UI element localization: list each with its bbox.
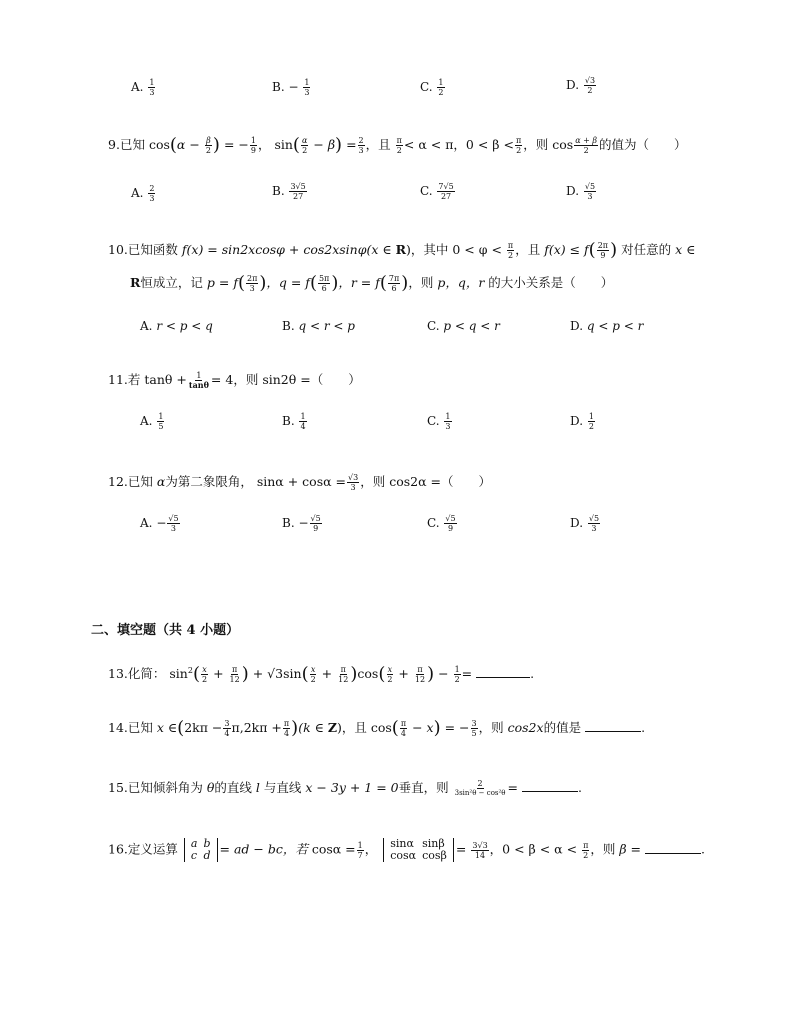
q10-option-c[interactable]: C. p < q < r	[427, 319, 500, 333]
q11-option-c[interactable]: C. $\frac{1}{3}$	[427, 412, 451, 431]
q10-option-d[interactable]: D. q < p < r	[570, 319, 644, 333]
answer-blank[interactable]	[585, 730, 641, 732]
q10-option-a[interactable]: A. r < p < q	[140, 319, 213, 333]
question-11: 11.若 tanθ + $\frac{1}{\tan\theta}$ = 4，则 sin2θ =（ ）	[108, 371, 361, 390]
section-title: 二、填空题（共 4 小题）	[91, 623, 240, 638]
fraction: $\frac{1}{3}$	[304, 78, 310, 97]
q11-option-a[interactable]: A. $\frac{1}{5}$	[140, 412, 164, 431]
q8-option-c[interactable]: C. $\frac{1}{2}$	[420, 78, 444, 97]
determinant-value: sinα cosα sinβ cosβ	[383, 838, 454, 862]
q10-option-b[interactable]: B. q < r < p	[282, 319, 355, 333]
q9-option-d[interactable]: D. $\frac{√5}{3}$	[566, 182, 596, 201]
determinant-definition: a c b d	[184, 838, 218, 862]
q9-option-b[interactable]: B. $\frac{3√5}{27}$	[272, 182, 306, 201]
fraction: $\frac{1}{2}$	[438, 78, 444, 97]
q12-option-c[interactable]: C. $\frac{√5}{9}$	[427, 514, 456, 533]
question-10-line-1: 10.已知函数 f(x) = sin2xcosφ + cos2xsinφ(x ∈ R)，其中 0 < φ < $\frac{\pi}{2}$ ，且 f(x) ≤ f( $\frac{2\pi}{9}$ ) 对任意的 x ∈	[108, 239, 696, 261]
question-13: 13.化简： $\sin^2$( $\frac{x}{2}$ + $\frac{\pi}{12}$ ) + √3sin( $\frac{x}{2}$ + $\frac{\pi}{12}$ )cos( $\frac{x}{2}$ + $\frac{\pi}{12}$ ) − $\frac{1}{2}$ = .	[108, 663, 535, 685]
q8-option-d[interactable]: D. $\frac{√3}{2}$	[566, 76, 596, 95]
answer-blank[interactable]	[522, 790, 578, 792]
q9-option-a[interactable]: A. $\frac{2}{3}$	[131, 184, 155, 203]
q12-option-a[interactable]: A. − $\frac{√5}{3}$	[140, 514, 179, 533]
question-10-line-2: R恒成立，记 p = f( $\frac{2\pi}{3}$ )，q = f( $\frac{5\pi}{6}$ )，r = f( $\frac{7\pi}{6}$ )，则 p，q，r 的大小关系是（ ）	[130, 272, 614, 294]
question-14: 14.已知 x ∈(2kπ − $\frac{3}{4}$ π,2kπ + $\frac{\pi}{4}$ )(k ∈ Z)，且 cos( $\frac{\pi}{4}$ − x) = − $\frac{3}{5}$ ，则 cos2x的值是 .	[108, 717, 646, 739]
answer-blank[interactable]	[645, 852, 701, 854]
q12-option-b[interactable]: B. − $\frac{√5}{9}$	[282, 514, 321, 533]
question-15: 15.已知倾斜角为 θ的直线 l 与直线 x − 3y + 1 = 0垂直，则 $\frac{2}{\text{3sin²θ − cos²θ}}$ = .	[108, 779, 582, 797]
question-16: 16.定义运算 a c b d = ad − bc，若 cosα = $\frac{1}{7}$ ， sinα cosα sinβ cosβ = $\frac{3√3}{14}$ ，0 < β < α < $\frac{\pi}{2}$ ，则 β = .	[108, 837, 705, 862]
q11-option-d[interactable]: D. $\frac{1}{2}$	[570, 412, 594, 431]
q11-option-b[interactable]: B. $\frac{1}{4}$	[282, 412, 306, 431]
fraction: $\frac{√3}{2}$	[584, 76, 596, 95]
q12-option-d[interactable]: D. $\frac{√5}{3}$	[570, 514, 600, 533]
question-9: 9.已知 cos(α − $\frac{\beta}{2}$ ) = − $\frac{1}{9}$ ， sin( $\frac{\alpha}{2}$ − β) = $\frac{2}{3}$ ，且 $\frac{\pi}{2}$ < α < π，0 < β < $\frac{\pi}{2}$ ，则 cos $\frac{\alpha + \beta}{2}$ 的值为（ ）	[108, 134, 687, 156]
q8-option-b[interactable]: B. − $\frac{1}{3}$	[272, 78, 310, 97]
question-12: 12.已知 α为第二象限角， sinα + cosα = $\frac{√3}{3}$ ，则 cos2α =（ ）	[108, 473, 491, 492]
q9-option-c[interactable]: C. $\frac{7√5}{27}$	[420, 182, 454, 201]
q8-option-a[interactable]: A. $\frac{1}{3}$	[131, 78, 155, 97]
fraction: $\frac{1}{3}$	[149, 78, 155, 97]
answer-blank[interactable]	[476, 676, 530, 678]
